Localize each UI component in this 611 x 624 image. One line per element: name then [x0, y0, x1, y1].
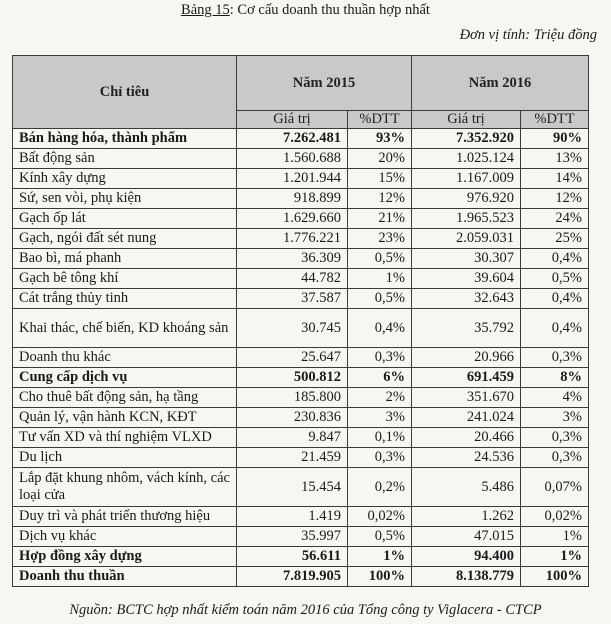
pct-2016: 0,3% — [521, 348, 589, 368]
value-2015: 7.819.905 — [237, 567, 348, 587]
table-row — [13, 448, 589, 468]
table-row — [13, 527, 589, 547]
row-label: Cung cấp dịch vụ — [13, 368, 237, 388]
pct-2016: 1% — [521, 527, 589, 547]
table-row — [13, 388, 589, 408]
table-row — [13, 547, 589, 567]
value-2016: 2.059.031 — [412, 229, 521, 249]
pct-2015: 0,1% — [348, 428, 412, 448]
row-label: Lắp đặt khung nhôm, vách kính, các loại cửa — [13, 468, 237, 507]
value-2016: 47.015 — [412, 527, 521, 547]
value-2016: 35.792 — [412, 309, 521, 348]
pct-2015: 12% — [348, 189, 412, 209]
value-2016: 691.459 — [412, 368, 521, 388]
table-title: : Cơ cấu doanh thu thuần hợp nhất — [229, 2, 430, 18]
pct-2016: 0,07% — [521, 468, 589, 507]
row-label: Khai thác, chế biến, KD khoáng sản — [13, 309, 237, 348]
value-2015: 918.899 — [237, 189, 348, 209]
table-row — [13, 169, 589, 189]
source-note: Nguồn: BCTC hợp nhất kiểm toán năm 2016 của Tổng công ty Viglacera - CTCP — [69, 602, 542, 618]
value-2015: 7.262.481 — [237, 129, 348, 149]
value-2015: 44.782 — [237, 269, 348, 289]
table-caption — [0, 2, 611, 19]
table-number: Bảng 15 — [181, 2, 230, 18]
pct-2015: 100% — [348, 567, 412, 587]
value-2015: 1.560.688 — [237, 149, 348, 169]
value-2016: 94.400 — [412, 547, 521, 567]
value-2015: 30.745 — [237, 309, 348, 348]
row-label: Du lịch — [13, 448, 237, 468]
row-label: Hợp đồng xây dựng — [13, 547, 237, 567]
value-2016: 351.670 — [412, 388, 521, 408]
row-label: Kính xây dựng — [13, 169, 237, 189]
pct-2015: 1% — [348, 269, 412, 289]
pct-2016: 24% — [521, 209, 589, 229]
value-2015: 185.800 — [237, 388, 348, 408]
pct-2016: 0,4% — [521, 249, 589, 269]
row-label: Cát trắng thủy tinh — [13, 289, 237, 309]
row-label: Bán hàng hóa, thành phẩm — [13, 129, 237, 149]
pct-2015: 0,5% — [348, 527, 412, 547]
pct-2015: 23% — [348, 229, 412, 249]
table-header — [13, 56, 589, 129]
table-row — [13, 289, 589, 309]
value-2016: 24.536 — [412, 448, 521, 468]
table-row — [13, 368, 589, 388]
header-year-2015: Năm 2015 — [237, 56, 412, 111]
pct-2016: 0,5% — [521, 269, 589, 289]
pct-2015: 1% — [348, 547, 412, 567]
pct-2015: 20% — [348, 149, 412, 169]
pct-2015: 2% — [348, 388, 412, 408]
value-2016: 32.643 — [412, 289, 521, 309]
value-2016: 1.167.009 — [412, 169, 521, 189]
header-pct-2015: %DTT — [348, 111, 412, 129]
value-2015: 37.587 — [237, 289, 348, 309]
value-2016: 1.965.523 — [412, 209, 521, 229]
table-row — [13, 348, 589, 368]
pct-2015: 0,5% — [348, 289, 412, 309]
row-label: Dịch vụ khác — [13, 527, 237, 547]
value-2015: 230.836 — [237, 408, 348, 428]
table-row — [13, 189, 589, 209]
table-row — [13, 209, 589, 229]
table-row — [13, 309, 589, 348]
value-2015: 25.647 — [237, 348, 348, 368]
pct-2016: 1% — [521, 547, 589, 567]
value-2016: 8.138.779 — [412, 567, 521, 587]
pct-2016: 12% — [521, 189, 589, 209]
row-label: Gạch, ngói đất sét nung — [13, 229, 237, 249]
pct-2015: 0,2% — [348, 468, 412, 507]
row-label: Doanh thu khác — [13, 348, 237, 368]
row-label: Quản lý, vận hành KCN, KĐT — [13, 408, 237, 428]
value-2015: 21.459 — [237, 448, 348, 468]
value-2015: 15.454 — [237, 468, 348, 507]
table-row — [13, 269, 589, 289]
value-2016: 30.307 — [412, 249, 521, 269]
value-2016: 241.024 — [412, 408, 521, 428]
row-label: Gạch bê tông khí — [13, 269, 237, 289]
value-2016: 1.025.124 — [412, 149, 521, 169]
header-pct-2016: %DTT — [521, 111, 589, 129]
value-2015: 56.611 — [237, 547, 348, 567]
pct-2016: 13% — [521, 149, 589, 169]
pct-2016: 0,4% — [521, 289, 589, 309]
table-row — [13, 149, 589, 169]
value-2016: 976.920 — [412, 189, 521, 209]
table-row — [13, 468, 589, 507]
pct-2015: 0,3% — [348, 348, 412, 368]
pct-2016: 0,3% — [521, 428, 589, 448]
table-body — [13, 129, 589, 587]
row-label: Gạch ốp lát — [13, 209, 237, 229]
value-2016: 5.486 — [412, 468, 521, 507]
table-row — [13, 229, 589, 249]
pct-2015: 0,3% — [348, 448, 412, 468]
table-row — [13, 249, 589, 269]
pct-2016: 0,02% — [521, 507, 589, 527]
pct-2016: 4% — [521, 388, 589, 408]
pct-2015: 21% — [348, 209, 412, 229]
table-row — [13, 129, 589, 149]
header-stub: Chỉ tiêu — [13, 56, 237, 129]
value-2015: 36.309 — [237, 249, 348, 269]
table-row — [13, 567, 589, 587]
unit-note: Đơn vị tính: Triệu đồng — [459, 27, 597, 43]
value-2015: 9.847 — [237, 428, 348, 448]
value-2016: 1.262 — [412, 507, 521, 527]
value-2015: 1.201.944 — [237, 169, 348, 189]
value-2016: 39.604 — [412, 269, 521, 289]
pct-2016: 3% — [521, 408, 589, 428]
pct-2016: 8% — [521, 368, 589, 388]
pct-2016: 0,3% — [521, 448, 589, 468]
pct-2016: 14% — [521, 169, 589, 189]
value-2015: 35.997 — [237, 527, 348, 547]
pct-2016: 100% — [521, 567, 589, 587]
table-row — [13, 428, 589, 448]
value-2016: 7.352.920 — [412, 129, 521, 149]
value-2015: 1.419 — [237, 507, 348, 527]
pct-2015: 0,5% — [348, 249, 412, 269]
header-value-2016: Giá trị — [412, 111, 521, 129]
row-label: Bao bì, má phanh — [13, 249, 237, 269]
revenue-structure-table — [12, 55, 589, 587]
pct-2015: 6% — [348, 368, 412, 388]
header-year-2016: Năm 2016 — [412, 56, 589, 111]
value-2016: 20.466 — [412, 428, 521, 448]
pct-2015: 0,02% — [348, 507, 412, 527]
row-label: Sứ, sen vòi, phụ kiện — [13, 189, 237, 209]
pct-2015: 3% — [348, 408, 412, 428]
row-label: Cho thuê bất động sản, hạ tầng — [13, 388, 237, 408]
value-2015: 1.629.660 — [237, 209, 348, 229]
table-row — [13, 507, 589, 527]
value-2015: 500.812 — [237, 368, 348, 388]
value-2016: 20.966 — [412, 348, 521, 368]
row-label: Doanh thu thuần — [13, 567, 237, 587]
row-label: Bất động sản — [13, 149, 237, 169]
pct-2015: 0,4% — [348, 309, 412, 348]
table-row — [13, 408, 589, 428]
pct-2015: 15% — [348, 169, 412, 189]
pct-2016: 25% — [521, 229, 589, 249]
pct-2016: 90% — [521, 129, 589, 149]
row-label: Tư vấn XD và thí nghiệm VLXD — [13, 428, 237, 448]
header-value-2015: Giá trị — [237, 111, 348, 129]
pct-2016: 0,4% — [521, 309, 589, 348]
row-label: Duy trì và phát triển thương hiệu — [13, 507, 237, 527]
pct-2015: 93% — [348, 129, 412, 149]
value-2015: 1.776.221 — [237, 229, 348, 249]
